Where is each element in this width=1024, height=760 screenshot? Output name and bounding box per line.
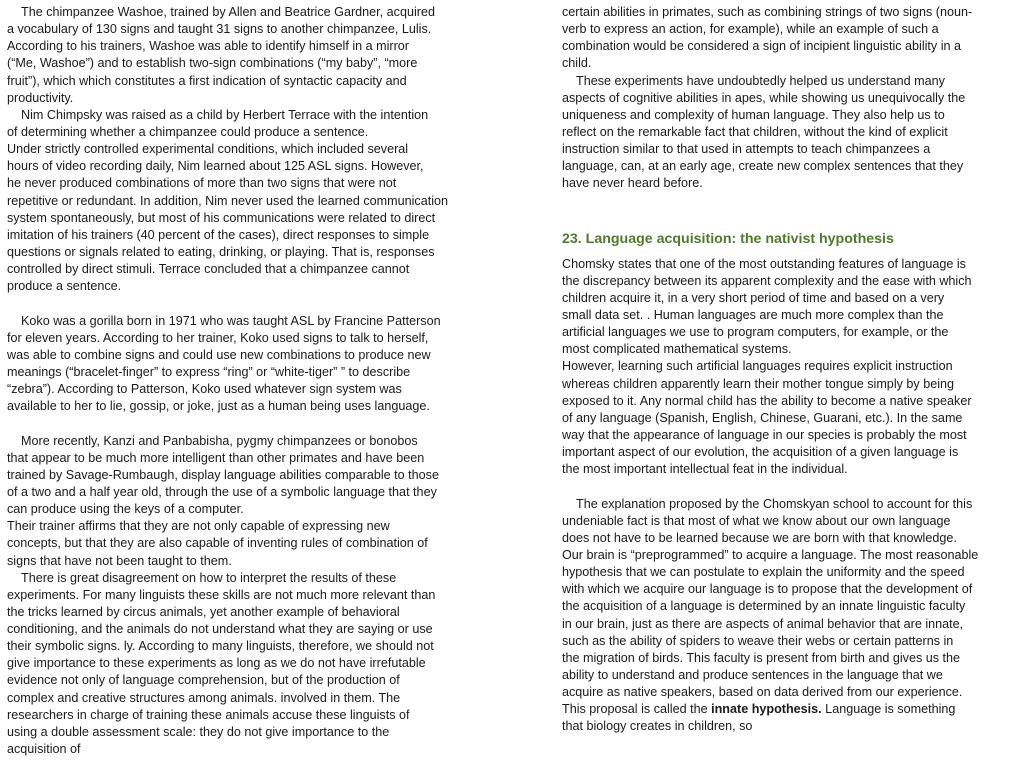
paragraph-gap <box>562 478 1014 495</box>
text-line: that biology creates in children, so <box>562 719 753 734</box>
text-line: Nim Chimpsky was raised as a child by Herbert Terrace with the intention <box>21 107 429 122</box>
paragraph-gap <box>7 415 465 432</box>
text-line: acquisition of <box>7 742 81 757</box>
text-line: produce a sentence. <box>7 279 122 294</box>
text-line: evidence not only of language comprehension, but of the production of <box>7 673 400 688</box>
text-line: Chomsky states that one of the most outstanding features of language is <box>562 256 966 271</box>
text-line: controlled by direct stimuli. Terrace concluded that a chimpanzee cannot <box>7 262 410 277</box>
proposal-prefix: This proposal is called the <box>562 702 712 717</box>
text-line: most complicated mathematical systems. <box>562 342 792 357</box>
text-line: undeniable fact is that most of what we know about our own language <box>562 513 951 528</box>
text-line: was able to combine signs and could use new combinations to produce new <box>7 347 431 362</box>
text-line: ability to understand and produce sentences in the language that we <box>562 667 943 682</box>
text-line: Our brain is “preprogrammed” to acquire a language. The most reasonable <box>562 547 979 562</box>
text-line: children acquire it, in a very short period of time and based on a very <box>562 290 945 305</box>
text-line: hypothesis that we can postulate to explain the uniformity and the speed <box>562 565 965 580</box>
text-line: researchers in charge of training these animals accuse these linguists of <box>7 707 410 722</box>
text-line: meanings (“bracelet-finger” to express “ring” or “white-tiger” ” to describe <box>7 364 411 379</box>
text-line: concepts, but that they are also capable of inventing rules of combination of <box>7 536 428 551</box>
text-line: verb to express an action, for example), while an example of such a <box>562 22 939 37</box>
text-line: fruit”), which which constitutes a first indication of syntactic capacity and <box>7 73 407 88</box>
text-line: complex and creative structures among animals. involved in them. The <box>7 690 401 705</box>
text-line: aspects of cognitive abilities in apes, while showing us unequivocally the <box>562 90 966 105</box>
text-line: combination would be considered a sign of incipient linguistic ability in a <box>562 39 962 54</box>
text-line: way that the appearance of language in our species is probably the most <box>562 427 967 442</box>
text-line: According to his trainers, Washoe was able to identify himself in a mirror <box>7 39 409 54</box>
section-heading: 23. Language acquisition: the nativist hypothesis <box>562 230 894 247</box>
text-line: Under strictly controlled experimental conditions, which included several <box>7 142 409 157</box>
section-gap <box>562 193 1014 227</box>
text-line: the tricks learned by circus animals, yet another example of behavioral <box>7 604 400 619</box>
text-line: does not have to be learned because we are born with that knowledge. <box>562 530 957 545</box>
text-line: important aspect of our evolution, the acquisition of a given language is <box>562 445 959 460</box>
text-line: child. <box>562 56 592 71</box>
left-column <box>7 4 465 758</box>
text-line: Their trainer affirms that they are not only capable of expressing new <box>7 519 390 534</box>
text-line: imitation of his trainers (40 percent of the cases), direct responses to simple <box>7 227 430 242</box>
text-line: for eleven years. According to her trainer, Koko used signs to talk to herself, <box>7 330 429 345</box>
right-column <box>562 4 1014 735</box>
text-line: acquire as native speakers, based on data derived from our experience. <box>562 685 963 700</box>
text-line: system spontaneously, but most of his communications were related to direct <box>7 210 436 225</box>
text-line: of any language (Spanish, English, Chinese, Guarani, etc.). In the same <box>562 410 963 425</box>
text-line: questions or signals related to eating, drinking, or playing. That is, responses <box>7 244 435 259</box>
text-line: certain abilities in primates, such as combining strings of two signs (noun- <box>562 5 973 19</box>
paragraph-gap <box>7 295 465 312</box>
text-line: the discrepancy between its apparent complexity and the ease with which <box>562 273 972 288</box>
text-line: instruction similar to that used in attempts to teach chimpanzees a <box>562 142 931 157</box>
text-line: hours of video recording daily, Nim learned about 125 ASL signs. However, <box>7 159 424 174</box>
text-line: exposed to it. Any normal child has the ability to become a native speaker <box>562 393 972 408</box>
text-line: repetitive or redundant. In addition, Nim never used the learned communication <box>7 193 449 208</box>
text-line: productivity. <box>7 90 74 105</box>
text-line: (“Me, Washoe”) and to establish two-sign combinations (“my baby”, “more <box>7 56 418 71</box>
text-line: More recently, Kanzi and Panbabisha, pygmy chimpanzees or bonobos <box>21 433 418 448</box>
text-line: However, learning such artificial languages requires explicit instruction <box>562 359 953 374</box>
proposal-suffix: Language is something <box>821 702 956 717</box>
text-line: the acquisition of a language is determined by an innate linguistic faculty <box>562 599 966 614</box>
text-line: using a double assessment scale: they do not give importance to the <box>7 724 390 739</box>
text-line: give importance to these experiments as long as we do not have irrefutable <box>7 656 426 671</box>
text-line: conditioning, and the animals do not understand what they are saying or use <box>7 622 433 637</box>
text-line: The explanation proposed by the Chomskyan school to account for this <box>576 496 973 511</box>
text-line: “zebra”). According to Patterson, Koko used whatever sign system was <box>7 382 402 397</box>
text-line: Koko was a gorilla born in 1971 who was taught ASL by Francine Patterson <box>21 313 441 328</box>
text-line: signs that have not been taught to them. <box>7 553 232 568</box>
text-line: trained by Savage-Rumbaugh, display language abilities comparable to those <box>7 467 439 482</box>
text-line: the most important intellectual feat in the individual. <box>562 462 848 477</box>
text-line: whereas children apparently learn their mother tongue simply by being <box>562 376 955 391</box>
proposal-line <box>562 701 1014 718</box>
text-line: available to her to lie, gossip, or joke, just as a human being uses language. <box>7 399 430 414</box>
text-line: of a two and a half year old, through the use of a symbolic language that they <box>7 484 437 499</box>
text-line: experiments. For many linguists these skills are not much more relevant than <box>7 587 436 602</box>
text-line: he never produced combinations of more than two signs that were not <box>7 176 397 191</box>
text-line: The chimpanzee Washoe, trained by Allen and Beatrice Gardner, acquired <box>21 5 435 19</box>
text-line: have never heard before. <box>562 176 703 191</box>
text-line: the migration of birds. This faculty is present from birth and gives us the <box>562 650 961 665</box>
text-line: such as the ability of spiders to weave their webs or certain patterns in <box>562 633 954 648</box>
text-line: These experiments have undoubtedly helped us understand many <box>576 73 945 88</box>
text-line: artificial languages we use to program computers, for example, or the <box>562 325 949 340</box>
text-line: small data set. . Human languages are much more complex than the <box>562 307 944 322</box>
text-line: a vocabulary of 130 signs and taught 31 signs to another chimpanzee, Lulis. <box>7 22 432 37</box>
text-line: of determining whether a chimpanzee could produce a sentence. <box>7 124 369 139</box>
text-line: their symbolic signs. ly. According to many linguists, therefore, we should not <box>7 639 434 654</box>
innate-hypothesis-term: innate hypothesis. <box>711 702 822 717</box>
text-line: There is great disagreement on how to interpret the results of these <box>21 570 397 585</box>
text-line: with which we acquire our language is to propose that the development of <box>562 582 973 597</box>
text-line: can produce using the keys of a computer. <box>7 502 244 517</box>
text-line: uniqueness and complexity of human language. They also help us to <box>562 107 945 122</box>
text-line: that appear to be much more intelligent than other primates and have been <box>7 450 425 465</box>
text-line: reflect on the remarkable fact that children, without the kind of explicit <box>562 124 948 139</box>
text-line: in our brain, just as there are aspects of animal behavior that are innate, <box>562 616 964 631</box>
text-line: language, can, at an early age, create new complex sentences that they <box>562 159 964 174</box>
